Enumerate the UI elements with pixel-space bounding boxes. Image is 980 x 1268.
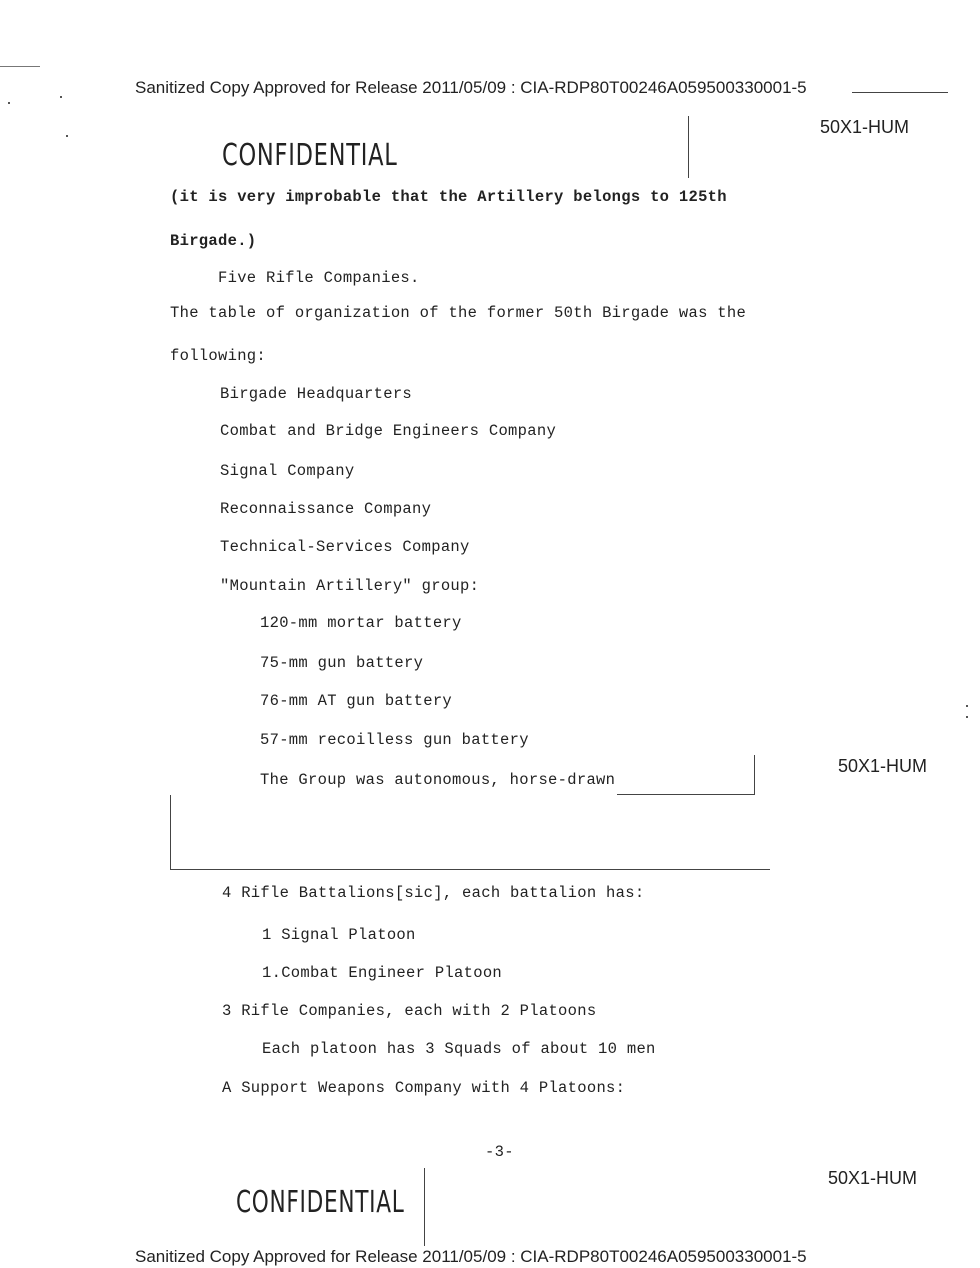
battalion-line: 4 Rifle Battalions[sic], each battalion has: [222,884,645,902]
release-line-bottom: Sanitized Copy Approved for Release 2011/05/09 : CIA-RDP80T00246A059500330001-5 [135,1247,807,1266]
artillery-item: 120-mm mortar battery [260,614,462,632]
artillery-item: 57-mm recoilless gun battery [260,731,529,749]
body-line: Five Rifle Companies. [218,269,420,287]
redaction-border [424,1168,425,1246]
artillery-item: 76-mm AT gun battery [260,692,453,710]
body-line: (it is very improbable that the Artillery belongs to 125th [170,188,727,206]
body-line: following: [170,347,267,365]
scan-speck [966,716,968,718]
redaction-border [617,794,755,795]
artillery-note: The Group was autonomous, horse-drawn [260,771,616,789]
org-item: Signal Company [220,462,355,480]
page-number: -3- [485,1143,514,1161]
header-rule [852,92,948,93]
battalion-item: 1.Combat Engineer Platoon [262,964,503,982]
battalion-item: Each platoon has 3 Squads of about 10 men [262,1040,656,1058]
org-item: Combat and Bridge Engineers Company [220,422,557,440]
redaction-border [170,795,171,870]
classification-code-mid: 50X1-HUM [838,756,928,776]
org-item: Birgade Headquarters [220,385,413,403]
battalion-item: 1 Signal Platoon [262,926,416,944]
org-item: "Mountain Artillery" group: [220,577,480,595]
classification-code-bottom: 50X1-HUM [828,1168,918,1188]
org-item: Reconnaissance Company [220,500,432,518]
confidential-stamp-top: CONFIDENTIAL [222,138,398,173]
confidential-stamp-bottom: CONFIDENTIAL [236,1185,405,1220]
classification-code-top: 50X1-HUM [820,117,910,137]
scan-speck [66,135,68,137]
body-line: The table of organization of the former 50th Birgade was the [170,304,747,322]
redaction-border [170,869,770,870]
release-line-top: Sanitized Copy Approved for Release 2011/05/09 : CIA-RDP80T00246A059500330001-5 [135,78,807,97]
battalion-line: 3 Rifle Companies, each with 2 Platoons [222,1002,597,1020]
scan-speck [8,102,10,104]
artillery-item: 75-mm gun battery [260,654,424,672]
org-item: Technical-Services Company [220,538,470,556]
redaction-border [754,755,755,795]
redaction-border [688,116,689,178]
scan-mark [0,66,40,67]
body-line: Birgade.) [170,232,257,250]
battalion-line: A Support Weapons Company with 4 Platoons: [222,1079,626,1097]
scan-speck [966,705,968,707]
scan-speck [60,96,62,98]
